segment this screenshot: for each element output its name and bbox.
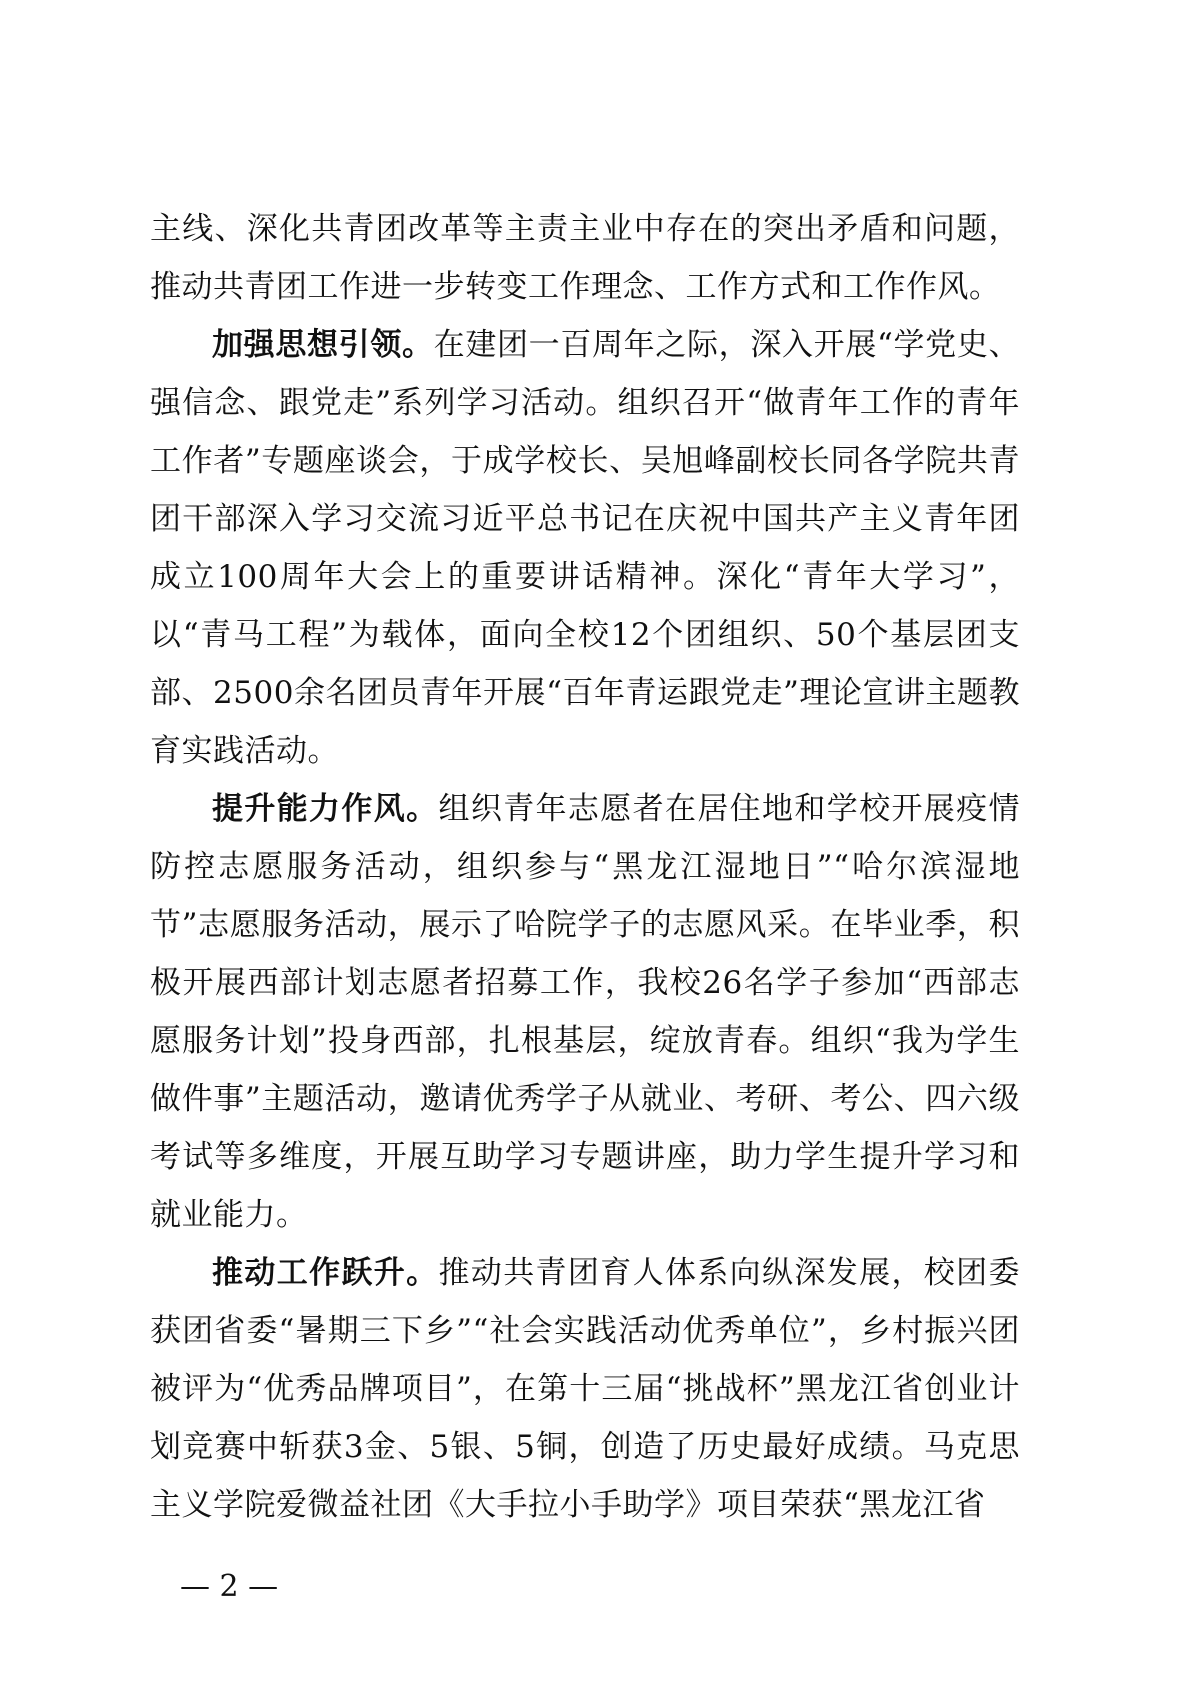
paragraph-text: 主线、深化共青团改革等主责主业中存在的突出矛盾和问题，推动共青团工作进一步转变工作理念、工作方式和工作作风。 (150, 211, 1020, 305)
paragraph-lead-heading: 加强思想引领。 (212, 327, 434, 363)
paragraph-lead-heading: 提升能力作风。 (212, 791, 439, 827)
paragraph-text: 组织青年志愿者在居住地和学校开展疫情防控志愿服务活动，组织参与“黑龙江湿地日”“哈尔滨湿地节”志愿服务活动，展示了哈院学子的志愿风采。在毕业季，积极开展西部计划志愿者招募工作，我校26名学子参加“西部志愿服务计划”投身西部，扎根基层，绽放青春。组织“我为学生做件事”主题活动，邀请优秀学子从就业、考研、考公、四六级考试等多维度，开展互助学习专题讲座，助力学生提升学习和就业能力。 (150, 791, 1021, 1233)
paragraph-text: 推动共青团育人体系向纵深发展，校团委获团省委“暑期三下乡”“社会实践活动优秀单位”，乡村振兴团被评为“优秀品牌项目”，在第十三届“挑战杯”黑龙江省创业计划竞赛中斩获3金、5银、5铜，创造了历史最好成绩。马克思主义学院爱微益社团《大手拉小手助学》项目荣获“黑龙江省 (150, 1255, 1021, 1523)
paragraph-work-advance (150, 1244, 1020, 1534)
paragraph-ability-style (150, 780, 1020, 1244)
document-body (150, 200, 1020, 1534)
paragraph-text: 在建团一百周年之际，深入开展“学党史、强信念、跟党走”系列学习活动。组织召开“做青年工作的青年工作者”专题座谈会，于成学校长、吴旭峰副校长同各学院共青团干部深入学习交流习近平总书记在庆祝中国共产主义青年团成立100周年大会上的重要讲话精神。深化“青年大学习”，以“青马工程”为载体，面向全校12个团组织、50个基层团支部、2500余名团员青年开展“百年青运跟党走”理论宣讲主题教育实践活动。 (150, 327, 1020, 769)
paragraph-continuation (150, 200, 1020, 316)
paragraph-ideological-guidance (150, 316, 1020, 780)
page-number: — 2 — (180, 1569, 279, 1604)
paragraph-lead-heading: 推动工作跃升。 (212, 1255, 439, 1291)
